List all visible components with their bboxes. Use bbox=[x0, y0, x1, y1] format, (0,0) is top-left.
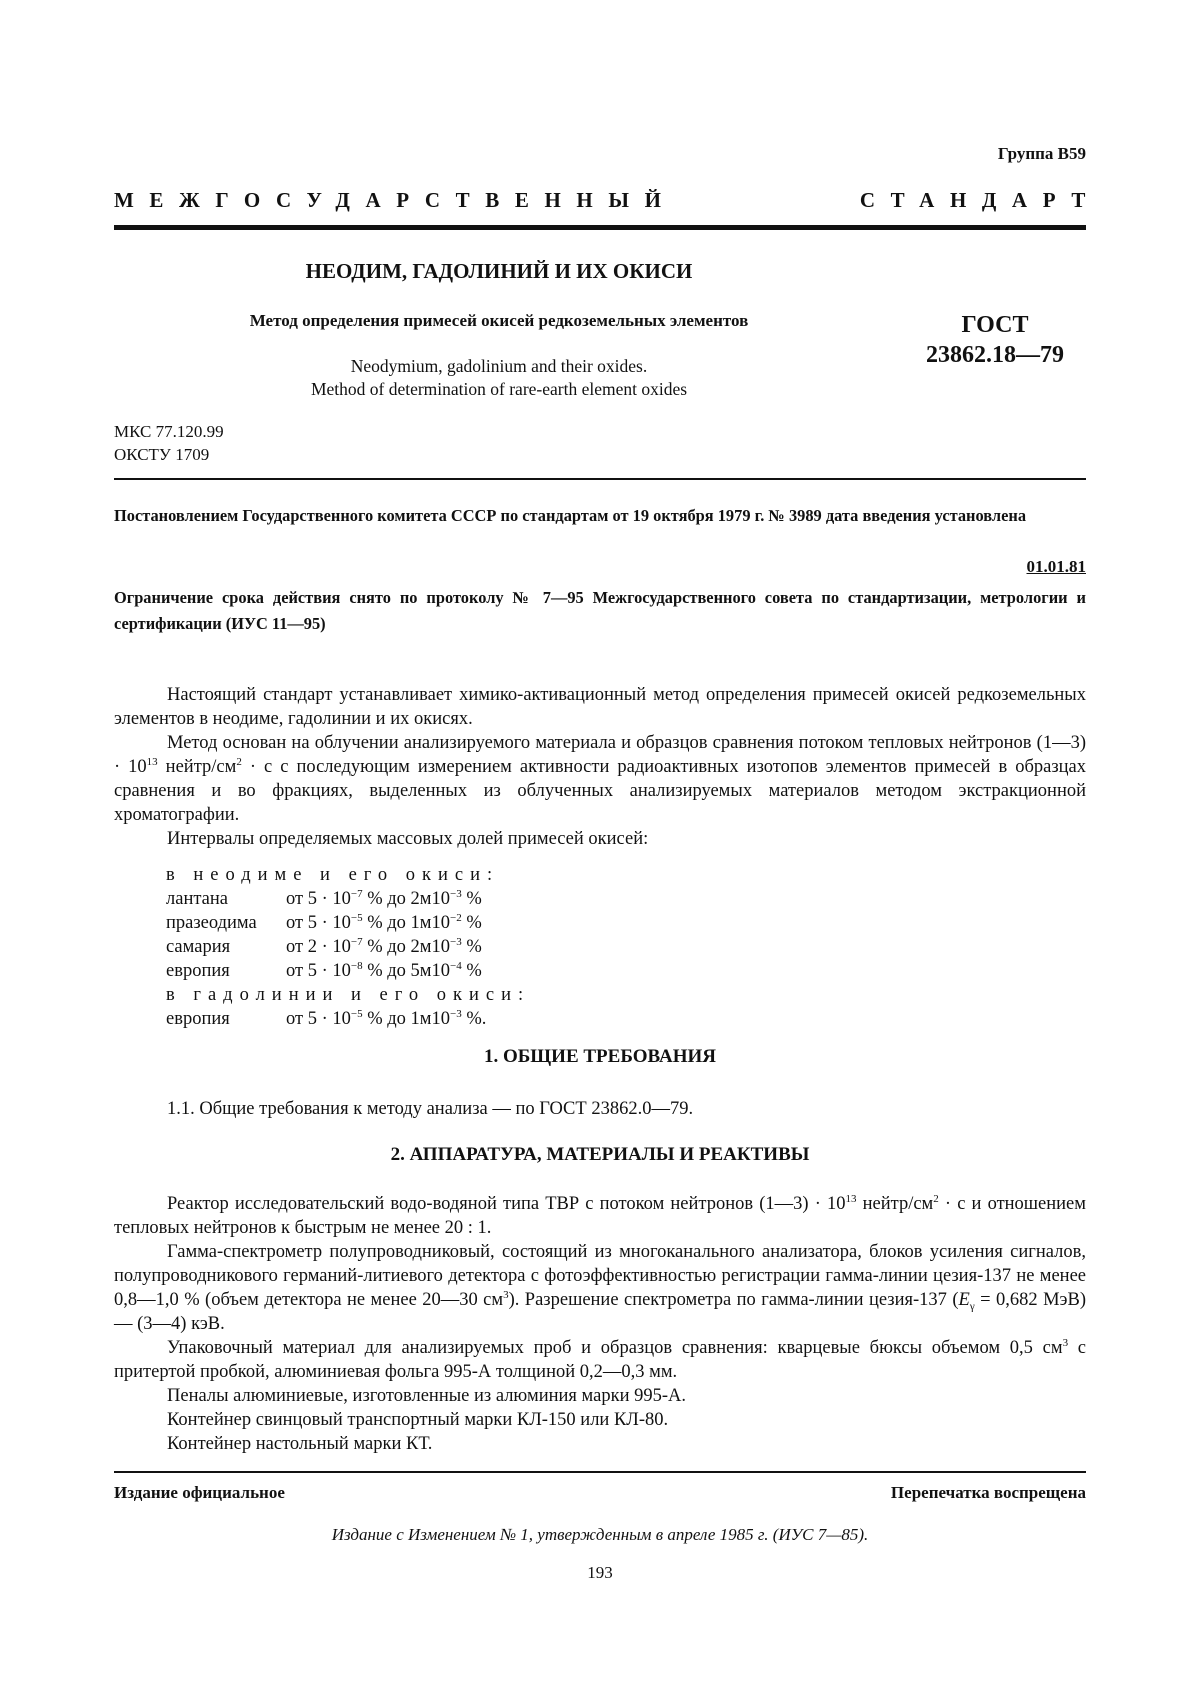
intro-paragraph-3: Интервалы определяемых массовых долей примесей окисей: bbox=[167, 829, 649, 849]
footer-rule bbox=[114, 1471, 1086, 1473]
range-value bbox=[286, 959, 482, 983]
range-unit: % bbox=[461, 937, 482, 957]
document-title: НЕОДИМ, ГАДОЛИНИЙ И ИХ ОКИСИ bbox=[305, 259, 693, 283]
range-from: от 5 · 10 bbox=[286, 889, 351, 909]
section-2-title: 2. АППАРАТУРА, МАТЕРИАЛЫ И РЕАКТИВЫ bbox=[390, 1144, 810, 1165]
intro-paragraph-1: Настоящий стандарт устанавливает химико-активационный метод определения примесей окисей редкоземельных элементов в неодиме, гадолинии и их окисях. bbox=[114, 685, 1086, 729]
gost-code: 23862.18—79 bbox=[926, 342, 1064, 368]
range-from-exponent: −5 bbox=[350, 1007, 363, 1020]
range-group-gadolinium bbox=[166, 1007, 530, 1031]
element-name: европия bbox=[166, 961, 230, 981]
range-from: от 2 · 10 bbox=[286, 937, 351, 957]
range-from-exponent: −7 bbox=[350, 887, 363, 900]
range-group-neodymium bbox=[166, 887, 530, 983]
mks-code: МКС 77.120.99 bbox=[114, 422, 224, 441]
range-value bbox=[286, 935, 482, 959]
edition-note: Издание с Изменением № 1, утвержденным в апреле 1985 г. (ИУС 7—85). bbox=[331, 1525, 869, 1544]
series-word-interstate: МЕЖГОСУДАРСТВЕННЫЙ bbox=[114, 188, 677, 212]
section-1-paragraph: 1.1. Общие требования к методу анализа — по ГОСТ 23862.0—79. bbox=[167, 1099, 694, 1119]
range-to-exponent: −4 bbox=[450, 959, 462, 972]
range-unit: % bbox=[461, 889, 482, 909]
lead-container-paragraph: Контейнер свинцовый транспортный марки КЛ-150 или КЛ-80. bbox=[167, 1410, 669, 1430]
section-2-text bbox=[114, 1192, 1086, 1456]
range-from-exponent: −8 bbox=[350, 959, 363, 972]
desk-container-paragraph: Контейнер настольный марки КТ. bbox=[167, 1434, 433, 1454]
range-value bbox=[286, 911, 482, 935]
series-word-standard: СТАНДАРТ bbox=[859, 188, 1101, 212]
meta-rule bbox=[114, 478, 1086, 480]
range-value bbox=[286, 1007, 486, 1031]
group-label: Группа В59 bbox=[997, 144, 1086, 163]
range-to-exponent: −3 bbox=[450, 935, 462, 948]
range-to-exponent: −2 bbox=[450, 911, 462, 924]
series-heading bbox=[114, 188, 1101, 213]
element-name: самария bbox=[166, 937, 231, 957]
range-unit: %. bbox=[461, 1009, 487, 1029]
english-title-line: Neodymium, gadolinium and their oxides. bbox=[350, 356, 648, 376]
document-subtitle: Метод определения примесей окисей редкоземельных элементов bbox=[249, 311, 749, 330]
range-to-exponent: −3 bbox=[450, 1007, 462, 1020]
range-row bbox=[166, 1007, 530, 1031]
range-unit: % bbox=[461, 961, 482, 981]
reprint-prohibited-label: Перепечатка воспрещена bbox=[890, 1483, 1086, 1502]
range-row bbox=[166, 911, 530, 935]
english-title bbox=[114, 355, 884, 401]
range-row bbox=[166, 959, 530, 983]
document-page bbox=[114, 0, 1101, 1697]
effective-date: 01.01.81 bbox=[1026, 557, 1086, 576]
section-1-title: 1. ОБЩИЕ ТРЕБОВАНИЯ bbox=[483, 1046, 717, 1067]
section-1-text bbox=[114, 1097, 1086, 1121]
range-from-exponent: −5 bbox=[350, 911, 363, 924]
range-group-heading: в неодиме и его окиси: bbox=[166, 865, 500, 885]
range-row bbox=[166, 887, 530, 911]
range-value bbox=[286, 887, 482, 911]
range-group-heading: в гадолинии и его окиси: bbox=[166, 985, 531, 1005]
range-row bbox=[166, 935, 530, 959]
range-list bbox=[166, 863, 530, 1031]
spectrometer-paragraph: Гамма-спектрометр полупроводниковый, состоящий из многоканального анализатора, блоков усиления сигналов, полупроводникового германий-литиевого детектора с фотоэффективностью регистрации гамма-линии цезия-137 не менее 0,8—1,0 % (объем детектора не менее 20—30 $см^3$). Разрешение спектрометра по гамма-линии цезия-137 ($E_\gamma = 0,682$ МэВ) — (3—4) кэВ. bbox=[114, 1242, 1086, 1334]
element-name: европия bbox=[166, 1009, 230, 1029]
range-from-exponent: −7 bbox=[350, 935, 363, 948]
english-title-line: Method of determination of rare-earth element oxides bbox=[310, 379, 688, 399]
range-to-exponent: −3 bbox=[450, 887, 462, 900]
okstu-code: ОКСТУ 1709 bbox=[114, 445, 210, 464]
range-from: от 5 · 10 bbox=[286, 1009, 351, 1029]
element-name: лантана bbox=[166, 889, 228, 909]
limitation-text: Ограничение срока действия снято по протоколу № 7—95 Межгосударственного совета по стандартизации, метрологии и сертификации (ИУС 11—95) bbox=[114, 588, 1086, 633]
gost-number bbox=[904, 310, 1086, 370]
range-to: % до 2м10 bbox=[362, 937, 451, 957]
header-rule bbox=[114, 225, 1086, 230]
range-to: % до 1м10 bbox=[362, 913, 451, 933]
classification-codes bbox=[114, 420, 224, 466]
range-to: % до 5м10 bbox=[362, 961, 451, 981]
intro-text bbox=[114, 683, 1086, 851]
cases-paragraph: Пеналы алюминиевые, изготовленные из алюминия марки 995-А. bbox=[167, 1386, 687, 1406]
range-from: от 5 · 10 bbox=[286, 961, 351, 981]
element-name: празеодима bbox=[166, 913, 257, 933]
page-number: 193 bbox=[587, 1563, 613, 1582]
gost-label: ГОСТ bbox=[961, 312, 1029, 338]
range-to: % до 2м10 bbox=[362, 889, 451, 909]
packaging-paragraph: Упаковочный материал для анализируемых проб и образцов сравнения: кварцевые бюксы объемом 0,5 $см^3$ с притертой пробкой, алюминиевая фольга 995-А толщиной 0,2—0,3 мм. bbox=[114, 1336, 1086, 1382]
official-edition-label: Издание официальное bbox=[114, 1483, 285, 1502]
range-to: % до 1м10 bbox=[362, 1009, 451, 1029]
range-from: от 5 · 10 bbox=[286, 913, 351, 933]
reactor-paragraph: Реактор исследовательский водо-водяной типа ТВР с потоком нейтронов (1—3) · $10^{13}$ нейтр/$см^2 \cdot с$ и отношением тепловых нейтронов к быстрым не менее 20 : 1. bbox=[114, 1192, 1086, 1238]
range-unit: % bbox=[461, 913, 482, 933]
intro-paragraph-2: Метод основан на облучении анализируемого материала и образцов сравнения потоком тепловых нейтронов (1—3) · $10^{13}$ нейтр/$см^2 \cdot с$ с последующим измерением активности радиоактивных изотопов элементов примесей в образцах сравнения и во фракциях, выделенных из облученных анализируемых материалов методом экстракционной хроматографии. bbox=[114, 733, 1086, 825]
resolution-text: Постановлением Государственного комитета СССР по стандартам от 19 октября 1979 г. № 3989 дата введения установлена bbox=[114, 506, 1027, 525]
